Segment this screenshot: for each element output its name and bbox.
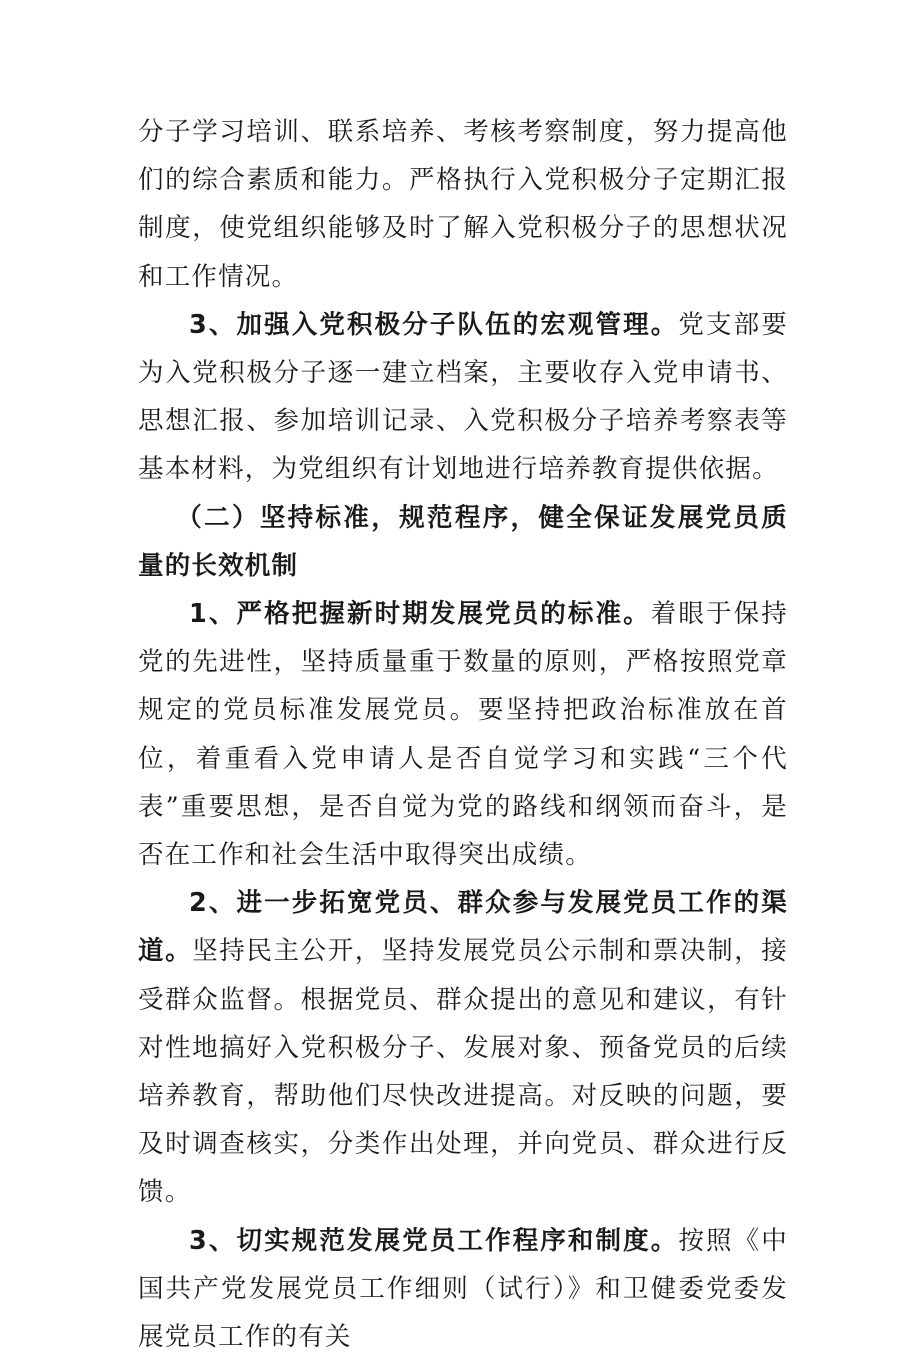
paragraph-item-2-channels [138, 879, 788, 1216]
paragraph-lead: 3、加强入党积极分子队伍的宏观管理。 [189, 309, 679, 340]
paragraph-item-3-procedures [138, 1217, 788, 1361]
document-body [138, 108, 788, 1361]
paragraph-continuation [138, 108, 788, 301]
paragraph-item-3-activist-management [138, 301, 788, 494]
paragraph-body: 党支部要为入党积极分子逐一建立档案，主要收存入党申请书、思想汇报、参加培训记录、入党积极分子培养考察表等基本材料，为党组织有计划地进行培养教育提供依据。 [138, 309, 788, 485]
paragraph-body: 分子学习培训、联系培养、考核考察制度，努力提高他们的综合素质和能力。严格执行入党积极分子定期汇报制度，使党组织能够及时了解入党积极分子的思想状况和工作情况。 [138, 117, 788, 292]
paragraph-body: 坚持民主公开，坚持发展党员公示制和票决制，接受群众监督。根据党员、群众提出的意见和建议，有针对性地搞好入党积极分子、发展对象、预备党员的后续培养教育，帮助他们尽快改进提高。对反映的问题，要及时调查核实，分类作出处理，并向党员、群众进行反馈。 [138, 936, 788, 1208]
paragraph-lead: 1、严格把握新时期发展党员的标准。 [189, 599, 651, 630]
paragraph-lead: 3、切实规范发展党员工作程序和制度。 [189, 1225, 679, 1256]
paragraph-lead: 2、进一步拓宽党员、群众参与发展党员工作的渠道。 [138, 888, 788, 967]
paragraph-body: 按照《中国共产党发展党员工作细则（试行）》和卫健委党委发展党员工作的有关 [138, 1225, 788, 1353]
section-heading: （二）坚持标准，规范程序，健全保证发展党员质量的长效机制 [138, 502, 788, 581]
paragraph-item-1-standards [138, 590, 788, 879]
paragraph-body: 着眼于保持党的先进性，坚持质量重于数量的原则，严格按照党章规定的党员标准发展党员。要坚持把政治标准放在首位，着重看入党申请人是否自觉学习和实践“三个代表”重要思想，是否自觉为党的路线和纲领而奋斗，是否在工作和社会生活中取得突出成绩。 [138, 599, 788, 871]
